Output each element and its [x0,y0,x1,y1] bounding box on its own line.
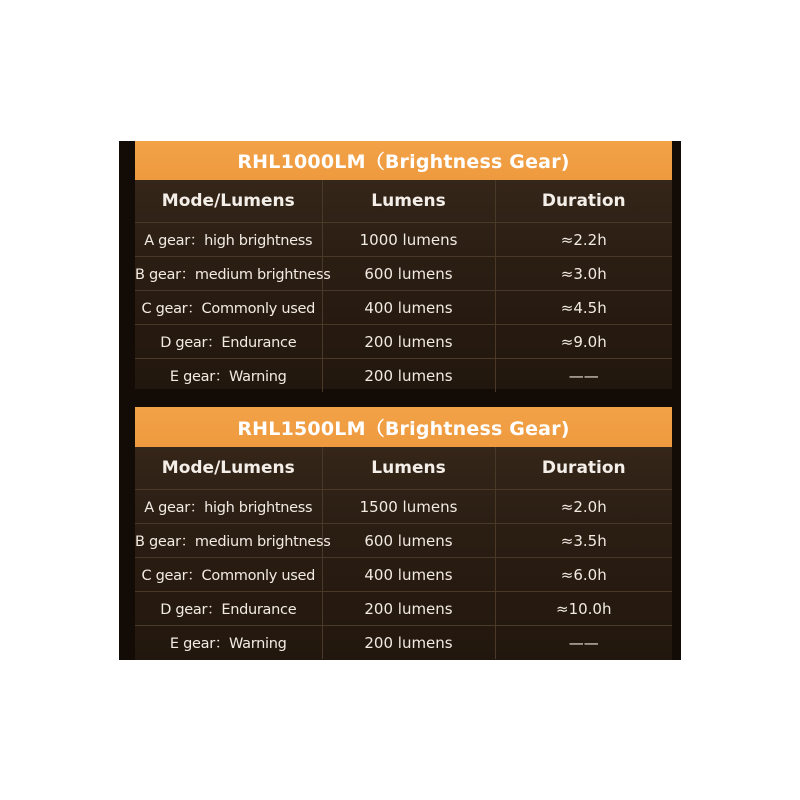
table-title: RHL1000LM（Brightness Gear) [135,141,672,180]
cell-duration: ≈10.0h [495,592,672,626]
cell-lumens: 200 lumens [322,592,495,626]
cell-lumens: 600 lumens [322,257,495,291]
cell-mode: E gear：Warning [135,626,322,660]
cell-duration: —— [568,366,599,385]
cell-duration: ≈2.2h [495,223,672,257]
cell-duration: ≈6.0h [495,558,672,592]
header-mode: Mode/Lumens [135,447,322,490]
table-row [135,558,672,592]
cell-lumens: 1000 lumens [322,223,495,257]
cell-lumens: 200 lumens [322,325,495,359]
table-header-row [135,180,672,223]
cell-lumens: 200 lumens [322,626,495,660]
cell-mode: D gear：Endurance [135,325,322,359]
table-row [135,490,672,524]
table-row [135,257,672,291]
brightness-table [135,447,672,659]
cell-mode: A gear：high brightness [135,223,322,257]
brightness-table [135,180,672,392]
cell-duration: ≈4.5h [495,291,672,325]
cell-lumens: 200 lumens [322,359,495,393]
header-lumens: Lumens [322,180,495,223]
cell-mode: C gear：Commonly used [135,558,322,592]
cell-mode: D gear：Endurance [135,592,322,626]
cell-mode: E gear：Warning [135,359,322,393]
cell-duration: ≈3.0h [495,257,672,291]
cell-lumens: 600 lumens [322,524,495,558]
cell-mode: C gear：Commonly used [135,291,322,325]
rhl1000lm-table-card [135,141,672,389]
cell-lumens: 400 lumens [322,558,495,592]
header-lumens: Lumens [322,447,495,490]
cell-lumens: 1500 lumens [322,490,495,524]
cell-duration: —— [568,633,599,652]
cell-duration: ≈9.0h [495,325,672,359]
cell-duration: ≈2.0h [495,490,672,524]
cell-duration: ≈3.5h [495,524,672,558]
cell-mode: B gear：medium brightness [135,524,322,558]
table-row [135,626,672,660]
table-row [135,223,672,257]
header-duration: Duration [495,447,672,490]
table-row [135,524,672,558]
table-row [135,359,672,393]
table-header-row [135,447,672,490]
cell-lumens: 400 lumens [322,291,495,325]
rhl1500lm-table-card [135,407,672,660]
table-row [135,592,672,626]
cell-mode: B gear：medium brightness [135,257,322,291]
table-title: RHL1500LM（Brightness Gear) [135,407,672,447]
table-row [135,291,672,325]
cell-mode: A gear：high brightness [135,490,322,524]
table-row [135,325,672,359]
header-mode: Mode/Lumens [135,180,322,223]
header-duration: Duration [495,180,672,223]
